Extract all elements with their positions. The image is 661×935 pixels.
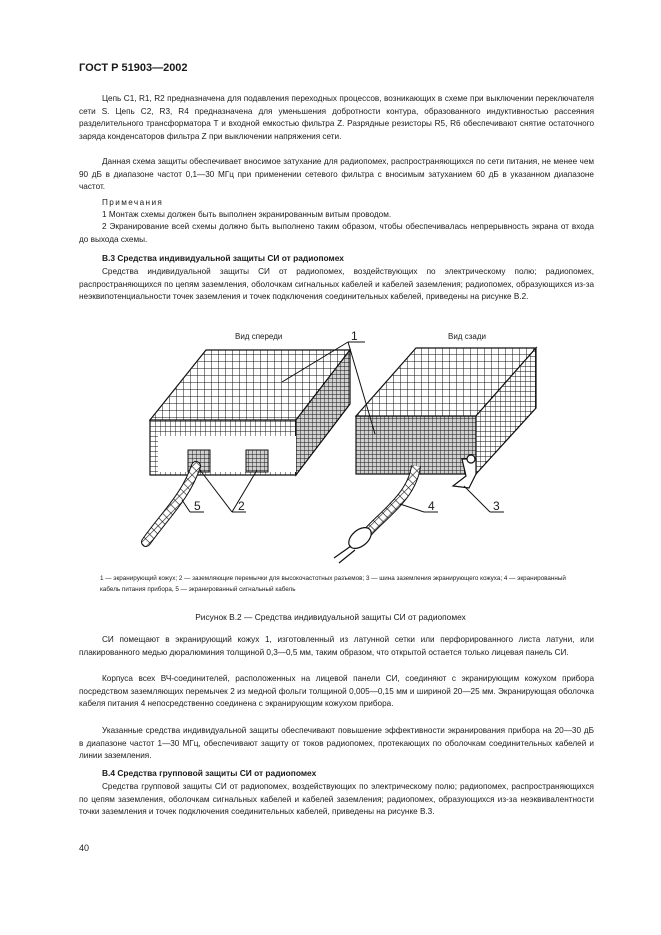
document-header: ГОСТ Р 51903—2002	[79, 62, 188, 74]
back-shield-box	[356, 348, 536, 474]
figure-title: Рисунок В.2 — Средства индивидуальной защиты СИ от радиопомех	[195, 612, 466, 622]
note-2: 2 Экранирование всей схемы должно быть выполнено таким образом, чтобы обеспечивалась непрерывность экрана от входа до выхода схемы.	[79, 222, 594, 244]
paragraph-effectiveness: Указанные средства индивидуальной защиты обеспечивают повышение эффективности экранирования прибора на 20—30 дБ в диапазоне частот 1—30 МГц, обеспечивают защиту от токов радиопомех, протекающих по оболочкам соединительных кабелей и линии заземления.	[79, 726, 594, 761]
front-shield-box	[150, 350, 350, 475]
paragraph-individual-protection: Средства индивидуальной защиты СИ от радиопомех, воздействующих по электрическому полю; радиопомех, распространяющихся по цепям заземления, оболочкам сигнальных кабелей и кабелей заземления; радиопомех, образующихся из-за неэквипотенциальности точек заземления и точек подключения соединительных кабелей, приведены на рисунке В.2.	[79, 267, 594, 302]
label-back-view: Вид сзади	[448, 332, 486, 341]
section-heading-b3: В.3 Средства индивидуальной защиты СИ от радиопомех	[102, 253, 344, 263]
notes-heading: Примечания	[102, 198, 164, 207]
paragraph-shield-housing: СИ помещают в экранирующий кожух 1, изготовленный из латунной сетки или перфорированного листа латуни, или плакированного медью дюралюминия толщиной 0,3—0,5 мм, таким образом, что открытой остается только лицевая панель СИ.	[79, 635, 594, 657]
section-heading-b4: В.4 Средства групповой защиты СИ от радиопомех	[102, 768, 317, 778]
paragraph-filter-circuit: Цепь С1, R1, R2 предназначена для подавления переходных процессов, возникающих в схеме при выключении переключателя сети S. Цепь С2, R3, R4 предназначена для уменьшения добротности контура, образованного индуктивностью рассеяния разделительного трансформатора Т и входной емкостью фильтра Z. Разрядные резисторы R5, R6 обеспечивают снятие остаточного заряда конденсаторов фильтра Z при выключении напряжения сети.	[79, 94, 594, 142]
figure-legend: 1 — экранирующий кожух; 2 — заземляющие перемычки для высокочастотных разъемов; 3 — шина заземления экранирующего кожуха; 4 — экранированный кабель питания прибора, 5 — экранированный сигнальный кабель	[100, 575, 566, 593]
callout-1: 1	[351, 329, 358, 343]
callout-3: 3	[493, 499, 500, 513]
callout-5: 5	[194, 499, 201, 513]
paragraph-attenuation: Данная схема защиты обеспечивает вносимое затухание для радиопомех, распространяющихся по сети питания, не менее чем 90 дБ в диапазоне частот 0,1—30 МГц при применении сетевого фильтра с вносимым затуханием 60 дБ в указанном диапазоне частот.	[79, 157, 594, 192]
paragraph-group-protection: Средства групповой защиты СИ от радиопомех, воздействующих по электрическому полю; радиопомех, распространяющихся по цепям заземления, оболочкам сигнальных кабелей и кабелей заземления; радиопомех, образующихся из-за неэквивалентности точки заземления и точек подключения соединительных кабелей, приведены на рисунке В.3.	[79, 782, 594, 817]
note-1: 1 Монтаж схемы должен быть выполнен экранированным витым проводом.	[102, 210, 392, 219]
label-front-view: Вид спереди	[235, 332, 283, 341]
figure-b2-drawing	[120, 326, 560, 566]
power-plug	[334, 524, 375, 563]
callout-2: 2	[238, 499, 245, 513]
paragraph-connectors: Корпуса всех ВЧ-соединителей, расположенных на лицевой панели СИ, соединяют с экранирующим кожухом прибора посредством заземляющих перемычек 2 из медной фольги толщиной 0,005—0,15 мм и шириной 20—25 мм. Экранирующая оболочка кабеля питания 4 непосредственно соединена с экранирующим кожухом прибора.	[79, 674, 594, 709]
callout-4: 4	[428, 499, 435, 513]
page-number: 40	[79, 843, 90, 853]
